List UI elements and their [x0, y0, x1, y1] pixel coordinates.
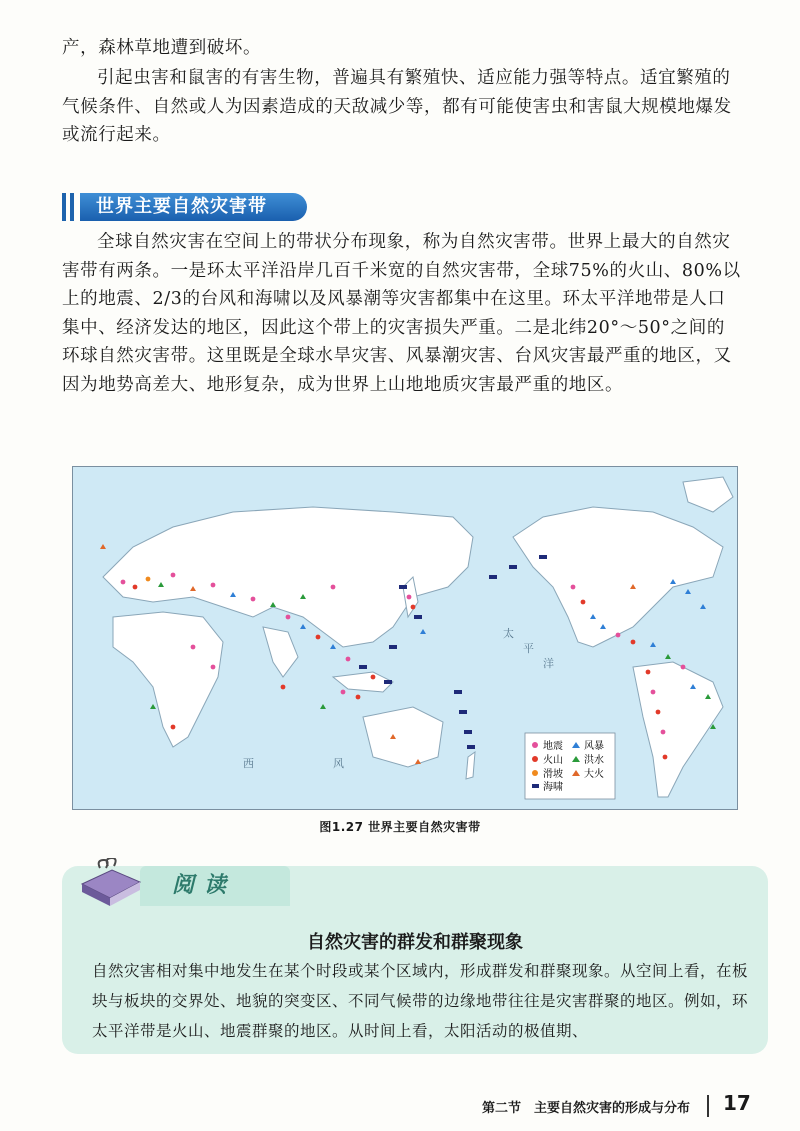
tsunami-marker [399, 585, 407, 589]
tsunami-marker [359, 665, 367, 669]
storm-marker [330, 644, 336, 649]
tsunami-marker [414, 615, 422, 619]
volcano-marker [663, 755, 668, 760]
legend-tsunami-icon [532, 784, 539, 788]
page-number: 17 [723, 1091, 751, 1115]
tsunami-marker [454, 690, 462, 694]
tsunami-marker [509, 565, 517, 569]
earthquake-marker [681, 665, 686, 670]
earthquake-marker [211, 583, 216, 588]
reading-label: 阅读 [172, 872, 237, 898]
paragraph-3: 全球自然灾害在空间上的带状分布现象，称为自然灾害带。世界上最大的自然灾害带有两条。一是环太平洋沿岸几百千米宽的自然灾害带，全球75%的火山、80%以上的地震、2/3的台风和海啸以及风暴潮等灾害都集中在这里。环太平洋地带是人口集中、经济发达的地区，因此这个带上的灾害损失严重。二是北纬20°～50°之间的环球自然灾害带。这里既是全球水旱灾害、风暴潮灾害、台风灾害最严重的地区，又因为地势高差大、地形复杂，成为世界上山地地质灾害最严重的地区。 [62, 232, 741, 395]
paragraph-2: 引起虫害和鼠害的有害生物，普遍具有繁殖快、适应能力强等特点。适宜繁殖的气候条件、自然或人为因素造成的天敌减少等，都有可能使害虫和害鼠大规模地爆发或流行起来。 [62, 68, 732, 145]
volcano-marker [656, 710, 661, 715]
new-zealand [466, 752, 475, 779]
map-legend [525, 733, 615, 799]
volcano-marker [281, 685, 286, 690]
volcano-marker [411, 605, 416, 610]
footer-section-title: 第二节 主要自然灾害的形成与分布 [481, 1101, 690, 1116]
storm-marker [650, 642, 656, 647]
south-america-landmass [633, 662, 723, 797]
earthquake-marker [651, 690, 656, 695]
earthquake-marker [571, 585, 576, 590]
legend-volcano: 火山 [543, 755, 563, 766]
footer-divider [707, 1095, 709, 1117]
reading-body: 自然灾害相对集中地发生在某个时段或某个区域内，形成群发和群聚现象。从空间上看，在板块与板块的交界处、地貌的突变区、不同气候带的边缘地带往往是灾害群聚的地区。例如，环太平洋带是火山、地震群聚的地区。从时间上看，太阳活动的极值期、 [92, 962, 749, 1040]
storm-marker [300, 624, 306, 629]
volcano-marker [316, 635, 321, 640]
fire-marker [100, 544, 106, 549]
storm-marker [420, 629, 426, 634]
earthquake-marker [407, 595, 412, 600]
tsunami-marker [467, 745, 475, 749]
india-landmass [263, 627, 298, 677]
world-disaster-map [72, 466, 738, 810]
greenland-landmass [683, 477, 733, 512]
tsunami-marker [384, 680, 392, 684]
flood-marker [150, 704, 156, 709]
legend-earthquake: 地震 [543, 741, 563, 752]
legend-storm: 风暴 [584, 741, 604, 752]
paragraph-1: 产，森林草地遭到破坏。 [62, 38, 262, 58]
north-america-landmass [513, 507, 723, 647]
ocean-label-1: 太 [503, 627, 514, 640]
heading-bars-decoration [62, 193, 74, 221]
volcano-marker [171, 725, 176, 730]
volcano-marker [133, 585, 138, 590]
legend-landslide-icon [532, 770, 538, 776]
flood-marker [665, 654, 671, 659]
earthquake-marker [341, 690, 346, 695]
earthquake-marker [616, 633, 621, 638]
australia-landmass [363, 707, 443, 767]
map-svg [73, 467, 737, 809]
earthquake-marker [661, 730, 666, 735]
figure-caption: 图1.27 世界主要自然灾害带 [319, 820, 481, 834]
volcano-marker [631, 640, 636, 645]
book-icon [78, 858, 144, 910]
legend-volcano-icon [532, 756, 538, 762]
storm-marker [685, 589, 691, 594]
ocean-label-3: 洋 [543, 657, 554, 670]
tsunami-marker [389, 645, 397, 649]
legend-earthquake-icon [532, 742, 538, 748]
legend-tsunami: 海啸 [543, 782, 563, 793]
section-heading: 世界主要自然灾害带 [80, 193, 307, 221]
tsunami-marker [539, 555, 547, 559]
ocean-label-2: 平 [523, 642, 534, 655]
ocean-label-4: 西 [243, 757, 254, 770]
earthquake-marker [121, 580, 126, 585]
volcano-marker [356, 695, 361, 700]
ocean-label-5: 风 [333, 757, 344, 770]
storm-marker [700, 604, 706, 609]
volcano-marker [581, 600, 586, 605]
tsunami-marker [489, 575, 497, 579]
tsunami-marker [464, 730, 472, 734]
landslide-marker [146, 577, 151, 582]
earthquake-marker [331, 585, 336, 590]
tsunami-marker [459, 710, 467, 714]
earthquake-marker [346, 657, 351, 662]
volcano-marker [371, 675, 376, 680]
legend-fire: 大火 [584, 769, 604, 780]
earthquake-marker [286, 615, 291, 620]
earthquake-marker [171, 573, 176, 578]
legend-landslide: 滑坡 [543, 769, 563, 780]
africa-landmass [113, 612, 223, 747]
volcano-marker [646, 670, 651, 675]
earthquake-marker [191, 645, 196, 650]
reading-title: 自然灾害的群发和群聚现象 [307, 932, 523, 953]
earthquake-marker [211, 665, 216, 670]
earthquake-marker [251, 597, 256, 602]
flood-marker [320, 704, 326, 709]
section-heading-banner [62, 192, 307, 222]
legend-flood: 洪水 [584, 755, 604, 766]
